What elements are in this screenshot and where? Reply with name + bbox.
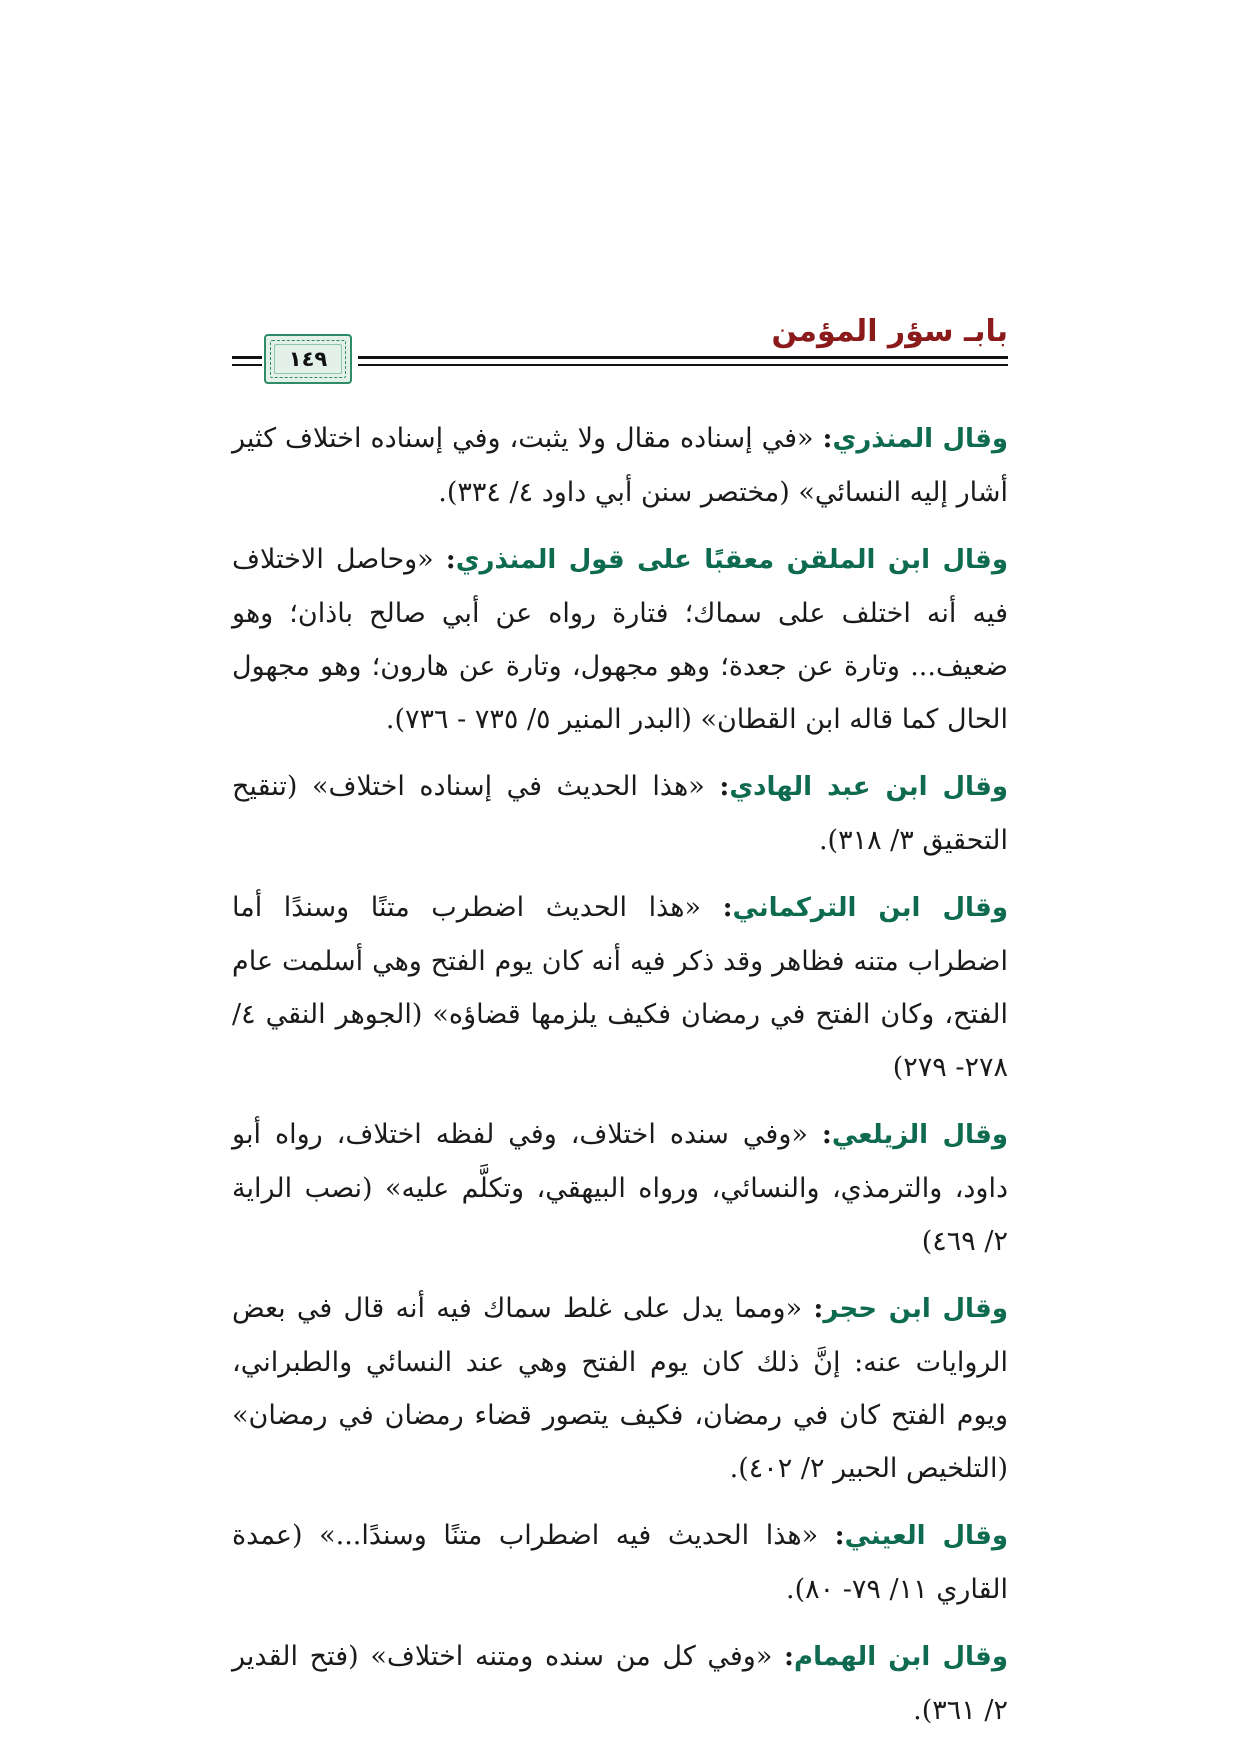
speaker-name: وقال ابن التركماني — [732, 893, 1008, 923]
paragraph — [232, 1108, 1008, 1268]
speaker-name: وقال ابن حجر — [823, 1294, 1008, 1324]
paragraph-text: «هذا الحديث اضطرب متنًا وسندًا أما اضطراب متنه فظاهر وقد ذكر فيه أنه كان يوم الفتح وهي أسلمت عام الفتح، وكان الفتح في رمضان فكيف يلزمها قضاؤه» (الجوهر النقي ٤/ ٢٧٨- ٢٧٩) — [232, 892, 1008, 1083]
paragraph-text: «وفي سنده اختلاف، وفي لفظه اختلاف، رواه أبو داود، والترمذي، والنسائي، ورواه البيهقي، وتكلَّم عليه» (نصب الراية ٢/ ٤٦٩) — [232, 1119, 1008, 1257]
speaker-name: وقال الزيلعي — [831, 1120, 1009, 1150]
colon: : — [445, 544, 456, 575]
colon: : — [784, 1641, 795, 1672]
page-number-badge — [264, 334, 352, 384]
paragraph — [232, 881, 1008, 1094]
colon: : — [813, 1293, 824, 1324]
header-rule — [232, 356, 262, 359]
speaker-name: وقال المنذري — [832, 424, 1008, 454]
colon: : — [719, 771, 730, 802]
paragraph-text: «هذا الحديث في إسناده اختلاف» (تنقيح التحقيق ٣/ ٣١٨). — [232, 771, 1008, 856]
paragraph — [232, 1509, 1008, 1616]
colon: : — [722, 892, 733, 923]
paragraph — [232, 412, 1008, 519]
paragraph-text: «هذا الحديث فيه اضطراب متنًا وسندًا...» (عمدة القاري ١١/ ٧٩- ٨٠). — [232, 1520, 1008, 1605]
speaker-name: وقال ابن الملقن معقبًا على قول المنذري — [455, 545, 1008, 575]
speaker-name: وقال العيني — [844, 1521, 1009, 1551]
header-rule — [232, 364, 262, 366]
page-header — [232, 310, 1008, 390]
chapter-title: بابـ سؤر المؤمن — [771, 314, 1008, 349]
speaker-name: وقال ابن الهمام — [794, 1642, 1008, 1672]
paragraph — [232, 760, 1008, 867]
colon: : — [822, 423, 833, 454]
paragraph-text: «وحاصل الاختلاف فيه أنه اختلف على سماك؛ فتارة رواه عن أبي صالح باذان؛ وهو ضعيف... وتارة عن جعدة؛ وهو مجهول، وتارة عن هارون؛ وهو مجهول الحال كما قاله ابن القطان» (البدر المنير ٥/ ٧٣٥ - ٧٣٦). — [232, 544, 1008, 735]
page-number: ١٤٩ — [288, 347, 328, 371]
header-rule — [358, 364, 1008, 366]
paragraph-text: «ومما يدل على غلط سماك فيه أنه قال في بعض الروايات عنه: إنَّ ذلك كان يوم الفتح وهي عند النسائي والطبراني، ويوم الفتح كان في رمضان، فكيف يتصور قضاء رمضان في رمضان» (التلخيص الحبير ٢/ ٤٠٢). — [232, 1293, 1008, 1484]
speaker-name: وقال ابن عبد الهادي — [729, 772, 1009, 802]
paragraph — [232, 1630, 1008, 1737]
header-rule — [358, 356, 1008, 359]
colon: : — [834, 1520, 845, 1551]
paragraph-text: «وفي كل من سنده ومتنه اختلاف» (فتح القدير ٢/ ٣٦١). — [232, 1641, 1008, 1726]
paragraph — [232, 1282, 1008, 1495]
page-body — [232, 412, 1008, 1751]
paragraph — [232, 533, 1008, 746]
paragraph-text: «في إسناده مقال ولا يثبت، وفي إسناده اختلاف كثير أشار إليه النسائي» (مختصر سنن أبي داود ٤/ ٣٣٤). — [232, 423, 1008, 508]
colon: : — [821, 1119, 832, 1150]
